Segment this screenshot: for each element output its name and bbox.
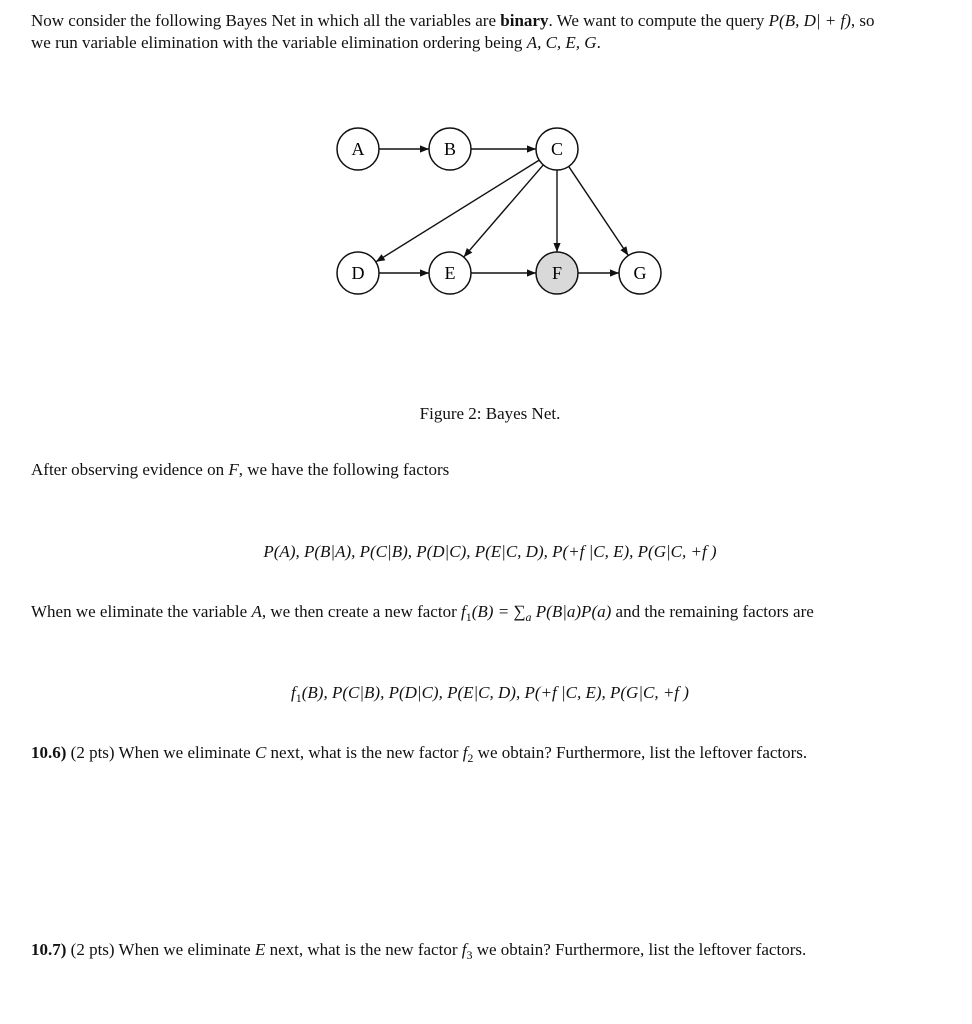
evidence-line [31,459,449,481]
question-text: (2 pts) When we eliminate [66,940,255,959]
evidence-text: , we have the following factors [238,460,450,479]
question-number: 10.6) [31,743,67,762]
question-text: we obtain? Furthermore, list the leftover factors. [473,743,808,762]
edges-group [376,149,628,273]
factor-list-2 [0,683,972,703]
factor-name: f [291,683,296,702]
intro-text: we run variable elimination with the variable elimination ordering being [31,33,527,52]
elim-text: When we eliminate the variable [31,602,252,621]
evidence-variable: F [228,460,239,479]
figure-caption: Figure 2: Bayes Net. [419,404,561,423]
node-label: F [551,263,563,283]
question-variable: C [254,743,267,762]
node-label: B [443,139,457,159]
node-g [619,252,661,294]
question-number: 10.7) [31,940,67,959]
node-label: D [351,263,365,283]
factor-list-rest: (B), P(C|B), P(D|C), P(E|C, D), P(+f |C, E), P(G|C, +f ) [301,683,689,702]
intro-text: . [596,33,601,52]
factor-list-1: P(A), P(B|A), P(C|B), P(D|C), P(E|C, D), P(+f |C, E), P(G|C, +f ) [263,542,717,561]
intro-bold-binary: binary [500,11,549,30]
factor-subscript: 2 [467,751,474,765]
question-10-7 [31,939,806,962]
factor-name: f [462,743,468,762]
sum-subscript: a [525,610,532,624]
node-d [337,252,379,294]
query-expression: P(B, D| + f) [768,11,851,30]
factor-name: f [461,940,467,959]
elim-variable: A [251,602,262,621]
question-text: we obtain? Furthermore, list the leftover factors. [472,940,807,959]
node-label: C [550,139,564,159]
intro-text: , so [850,11,875,30]
question-variable: E [254,940,266,959]
node-c [536,128,578,170]
evidence-text: After observing evidence on [31,460,229,479]
edge-c-to-d [376,160,539,262]
factor-definition-body: P(B|a)P(a) [531,602,612,621]
nodes-group [337,128,661,294]
question-10-6 [31,742,807,765]
elimination-ordering: A, C, E, G [526,33,597,52]
elim-text: and the remaining factors are [611,602,814,621]
question-text: next, what is the new factor [265,940,462,959]
node-b [429,128,471,170]
factor-definition: (B) = ∑ [471,602,526,621]
intro-text: Now consider the following Bayes Net in which all the variables are [31,11,501,30]
factor-subscript: 1 [295,691,302,705]
factor-name: f [461,602,466,621]
node-f [536,252,578,294]
node-e [429,252,471,294]
factor-subscript: 1 [465,610,472,624]
node-label: A [351,139,365,159]
node-label: E [444,263,456,283]
factor-subscript: 3 [466,948,473,962]
elimination-line [31,601,814,624]
edge-c-to-e [464,165,544,257]
node-a [337,128,379,170]
edge-c-to-g [569,166,629,255]
node-label: G [633,263,647,283]
elim-text: , we then create a new factor [261,602,461,621]
bayes-net-diagram [0,110,972,430]
intro-text: . We want to compute the query [548,11,769,30]
question-text: (2 pts) When we eliminate [66,743,255,762]
intro-line-1 [31,10,875,32]
intro-line-2 [31,32,601,54]
question-text: next, what is the new factor [266,743,463,762]
